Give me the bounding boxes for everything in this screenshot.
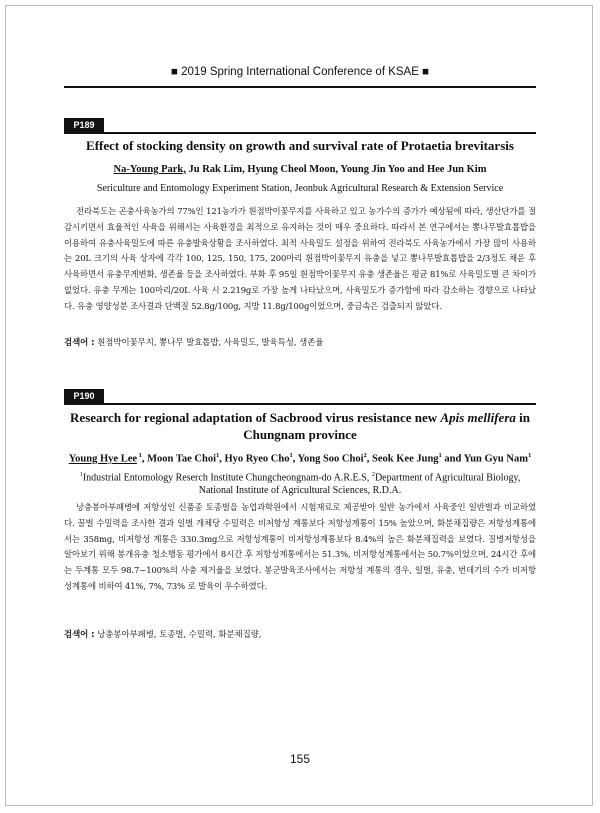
co-authors: Ju Rak Lim, Hyung Cheol Moon, Young Jin Yoo and Hee Jun Kim — [185, 164, 487, 175]
section-rule-p190 — [64, 403, 536, 405]
abstract-badge-p189: P189 — [64, 118, 104, 132]
keywords-label: 검색어 : — [64, 337, 95, 347]
presenting-author: Young Hye Lee — [68, 453, 138, 465]
affiliation-p190: $^1$Industrial Entomology Reserch Institute Chungcheongnam-do A.R.E.S, $^2$Department of Agricultural Biology, National Institute of Agricultural Sciences, R.D.A. — [79, 471, 521, 497]
presenting-author: Na-Young Park, — [113, 164, 186, 175]
abstract-body-p190: 낭충봉아부패병에 저항성인 신품종 토종벌을 농업과학원에서 시험재료로 제공받아 일반 농가에서 사육중인 일반벌과 비교하였다. 꿀벌 수밀력을 조사한 결과 일벌 개체당 수밀력은 비저항성 계통보다 저항성계통이 15% 높았으며, 화분채집량은 저항성계통에서는 358mg, 비저항성 계통은 330.3mg으로 저항성계통이 비저항성계통보다 8.4%의 높은 화분채집력을 보였다. 질병저항성을 알아보기 위해 봉개유충 청소행동 평가에서 8시간 후 저항성계통에서는 51.3%, 비저항성계통에서는 50.7%이었으며, 24시간 후에는 두계통 모두 98.7~100%의 사충 제거율을 보였다. 봉군발육조사에서는 저항성 계통의 경우, 일벌, 유충, 번데기의 수가 비저항성계통에 비하여 41%, 7%, 73% 로 발육이 우수하였다. — [64, 502, 536, 591]
abstract-title-p190: Research for regional adaptation of Sacbrood virus resistance new Apis mellifera in Chungnam province — [70, 410, 530, 442]
abstract-body-p189: 전라북도는 곤충사육농가의 77%인 121농가가 흰점박이꽃무지를 사육하고 있고 농가수의 증가가 예상됨에 따라, 생산단가를 절감시키면서 효율적인 사육을 위해서는 사육환경을 최적으로 유지하는 것이 매우 중요하다. 따라서 본 연구에서는 뽕나무발효톱밥을 이용하여 유충사육밀도에 따른 유충발육상황을 조사하였다. 최적 사육밀도 설정을 위하여 전라북도 사육농가에서 가장 많이 사용하는 20L 크기의 사육 상자에 각각 100, 125, 150, 175, 200마리 흰점박이꽃무지 유충을 넣고 뽕나무발효톱밥을 2/3정도 채운 후 사육하면서 유충무게변화, 생존율 등을 조사하였다. 부화 후 95일 흰점박이꽃무지 유충 생존율은 평균 81%로 사육밀도별 큰 차이가 없었다. 유충 무게는 100마리/20L 사육 시 2.219g로 가장 높게 나타났으며, 사육밀도가 증가함에 따라 감소하는 경향으로 나타났다. 유충 영양성분 조사결과 단백질 52.8g/100g, 지방 11.8g/100g이었으며, 중금속은 검출되지 않았다. — [64, 206, 536, 311]
keywords-p190 — [64, 628, 536, 640]
abstract-title-p189: Effect of stocking density on growth and survival rate of Protaetia brevitarsis — [86, 138, 514, 153]
keywords-text: 낭충봉아부패병, 토종벌, 수밀력, 화분채집량, — [94, 629, 262, 639]
species-name: Apis mellifera — [440, 410, 516, 425]
page-number: 155 — [289, 752, 311, 766]
keywords-label: 검색어 : — [64, 629, 95, 639]
keywords-text: 흰점박이꽃무지, 뽕나무 발효톱밥, 사육밀도, 발육특성, 생존율 — [94, 337, 324, 347]
authors-p189 — [64, 164, 536, 175]
conference-header: ■ 2019 Spring International Conference of KSAE ■ — [170, 66, 430, 78]
header-rule — [64, 86, 536, 88]
authors-p190: Young Hye Lee $^1$, Moon Tae Choi$^1$, Hyo Ryeo Cho$^1$, Yong Soo Choi$^2$, Seok Kee Jung$^1$ and Yun Gyu Nam$^1$ — [68, 452, 532, 465]
keywords-p189 — [64, 336, 536, 348]
affiliation-p189: Sericulture and Entomology Experiment Station, Jeonbuk Agricultural Research & Extension Service — [96, 183, 504, 194]
abstract-badge-p190: P190 — [64, 389, 104, 403]
section-rule-p189 — [64, 132, 536, 134]
